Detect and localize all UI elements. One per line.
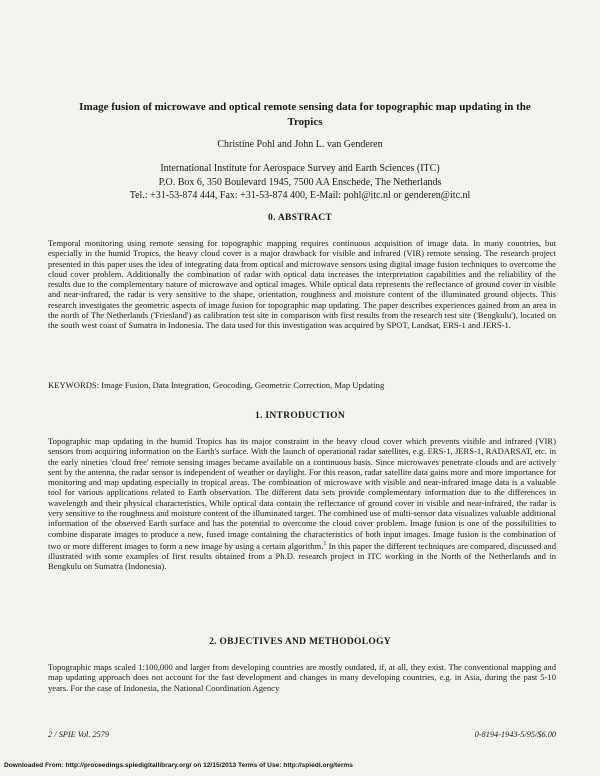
affiliation-institute: International Institute for Aerospace Survey and Earth Sciences (ITC): [160, 163, 440, 174]
keywords: KEYWORDS: Image Fusion, Data Integration, Geocoding, Geometric Correction, Map Updating: [48, 380, 385, 390]
footnote-marker: 1: [323, 540, 327, 547]
introduction-text-part-1: Topographic map updating in the humid Tropics has its major constraint in the heavy cloud cover which prevents visible and infrared (VIR) sensors from acquiring information on the Earth's surface. With the launch of operational radar satellites, e.g. ERS-1, JERS-1, RADARSAT, etc. in the early nineties 'cloud free' remote sensing images became available on a continuous basis. Since microwaves penetrate clouds and are actively sent by the antenna, the radar sensor is independent of weather or daylight. For this reason, radar satellite data gains more and more importance for monitoring and map updating especially in tropical areas. The combination of microwave with visible and near-infrared image data is a valuable tool for various applications related to Earth observation. The different data sets provide complementary information due to the differences in wavelength and their physical characteristics. While optical data contain the reflectance of ground cover in visible and near-infrared, the radar is very sensitive to the roughness and moisture content of the illuminated target. The combined use of multi-sensor data visualizes valuable additional information of the observed Earth surface and has the potential to overcome the cloud cover problem. Image fusion is one of the possibilities to combine disparate images to produce a new, fused image containing the characteristics of both input images. Image fusion is the combination of two or more different images to form a new image by using a certain algorithm.: [48, 436, 556, 551]
footer-isbn: 0-8194-1943-5/95/$6.00: [474, 730, 556, 739]
objectives-text: Topographic maps scaled 1:100,000 and larger from developing countries are mostly outdated, if, at all, they exist. The conventional mapping and map updating approach does not account for the fast development and changes in many developing countries, e.g. in Asia, during the past 5-10 years. For the case of Indonesia, the National Coordination Agency: [48, 662, 556, 693]
download-notice: Downloaded From: http://proceedings.spiedigitallibrary.org/ on 12/15/2013 Terms of Use: http://spiedl.org/terms: [4, 762, 353, 769]
introduction-text: [48, 436, 556, 572]
objectives-heading: 2. OBJECTIVES AND METHODOLOGY: [209, 637, 391, 647]
affiliation-address: P.O. Box 6, 350 Boulevard 1945, 7500 AA Enschede, The Netherlands: [158, 176, 442, 188]
paper-title: Image fusion of microwave and optical remote sensing data for topographic map updating in the Tropics: [79, 101, 531, 128]
abstract-heading: 0. ABSTRACT: [267, 213, 332, 223]
introduction-heading: 1. INTRODUCTION: [254, 411, 345, 421]
affiliation-contact: Tel.: +31-53-874 444, Fax: +31-53-874 400, E-Mail: pohl@itc.nl or genderen@itc.nl: [129, 190, 471, 201]
introduction-text-part-2: In this paper the different techniques are compared, discussed and illustrated with some examples of first results obtained from a Ph.D. research project in ITC working in the North of the Netherlands and in Bengkulu on Sumatra (Indonesia).: [48, 540, 557, 572]
footer-volume: 2 / SPIE Vol. 2579: [48, 730, 110, 739]
authors: Christine Pohl and John L. van Genderen: [217, 139, 383, 150]
abstract-text: Temporal monitoring using remote sensing for topographic mapping requires continuous acquisition of image data. In many countries, but especially in the humid Tropics, the heavy cloud cover is a major drawback for visible and infrared (VIR) remote sensing. The research project presented in this paper uses the idea of integrating data from optical and microwave sensors using digital image fusion techniques to overcome the cloud cover problem. Additionally the combination of radar with optical data increases the interpretation capabilities and the reliability of the results due to the complementary nature of microwave and optical images. While optical data represents the reflectance of ground cover in visible and near-infrared, the radar is very sensitive to the shape, orientation, roughness and moisture content of the illuminated ground objects. This research investigates the geometric aspects of image fusion for topographic map updating. The paper describes experiences gained from an area in the north of The Netherlands ('Friesland') as calibration test site in comparison with first results from the research test site ('Bengkulu'), located on the south west coast of Sumatra in Indonesia. The data used for this investigation was acquired by SPOT, Landsat, ERS-1 and JERS-1.: [48, 238, 556, 331]
affiliation-block: [0, 162, 600, 203]
